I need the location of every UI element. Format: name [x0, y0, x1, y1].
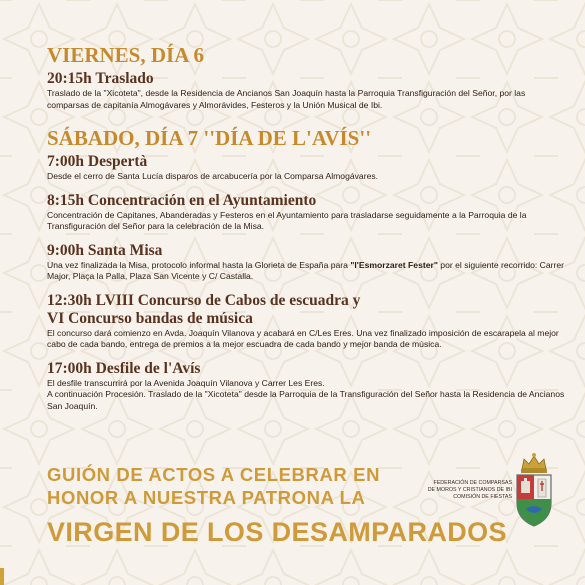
event-desperta	[47, 153, 567, 183]
event-description-line2: A continuación Procesión. Traslado de la "Xicoteta" desde la Parroquia de la Transfiguración del Señor hasta la Residencia de Ancianos San Joaquín.	[47, 389, 565, 411]
event-title-line1: 12:30h LVIII Concurso de Cabos de escuadra y	[47, 291, 361, 309]
program-content	[47, 44, 567, 412]
desc-bold-part: "l'Esmorzaret Fester"	[350, 259, 438, 270]
federation-line-3: COMISIÓN DE FIESTAS	[453, 494, 512, 500]
footer-line-3: VIRGEN DE LOS DESAMPARADOS	[47, 517, 507, 547]
event-title-line2: VI Concurso bandas de música	[47, 309, 253, 327]
federation-line-1: FEDERACIÓN DE COMPARSAS	[433, 480, 512, 486]
federation-label	[420, 480, 512, 501]
event-santa-misa	[47, 242, 567, 283]
federation-line-2: DE MOROS Y CRISTIANOS DE IBI	[427, 487, 512, 493]
footer-line-2: HONOR A NUESTRA PATRONA LA	[47, 487, 366, 508]
event-title: 8:15h Concentración en el Ayuntamiento	[47, 191, 317, 209]
event-description: Traslado de la "Xicoteta", desde la Residencia de Ancianos San Joaquín hasta la Parroquia Transfiguración del Señor, por las comparsas de capitanía Almogávares y Almorávides, Festeros y la Unión Musical de Ibi.	[47, 88, 526, 110]
event-concentracion	[47, 192, 567, 233]
edge-accent	[0, 568, 4, 585]
event-description: El concurso dará comienzo en Avda. Joaquín Vilanova y acabará en C/Les Eres. Una vez finalizado imposición de escarapela al mejor cabo de cada bando, entrega de premios a la mejor escuadra de cada bando y mejor banda de música.	[47, 327, 559, 349]
event-title: 17:00h Desfile de l'Avís	[47, 359, 201, 377]
friday-title: VIERNES, DÍA 6	[47, 43, 204, 67]
footer-line-1: GUIÓN DE ACTOS A CELEBRAR EN	[47, 464, 381, 485]
event-title: 20:15h Traslado	[47, 70, 154, 87]
event-description	[47, 260, 567, 283]
federation-crest-icon	[512, 451, 556, 529]
event-concurso	[47, 292, 567, 351]
event-title: 7:00h Despertà	[47, 153, 148, 170]
event-description: Desde el cerro de Santa Lucía disparos de arcabucería por la Comparsa Almogávares.	[47, 171, 379, 181]
event-desfile	[47, 360, 567, 413]
event-description: Concentración de Capitanes, Abanderadas y Festeros en el Ayuntamiento para trasladarse seguidamente a la Parroquia de la Transfiguración del Señor para la celebración de la Misa.	[47, 209, 527, 231]
saturday-title: SÁBADO, DÍA 7 ''DÍA DE L'AVÍS''	[47, 126, 372, 150]
desc-part: por el siguiente recorrido: Carrer Major, Plaça la Palla, Plaza San Vicente y C/ Castalla.	[47, 259, 565, 281]
event-description-line1: El desfile transcurrirá por la Avenida Joaquín Vilanova y Carrer Les Eres.	[47, 377, 325, 388]
desc-part: Una vez finalizada la Misa, protocolo informal hasta la Glorieta de España para	[47, 259, 351, 270]
event-traslado	[47, 70, 567, 111]
event-title: 9:00h Santa Misa	[47, 241, 163, 259]
